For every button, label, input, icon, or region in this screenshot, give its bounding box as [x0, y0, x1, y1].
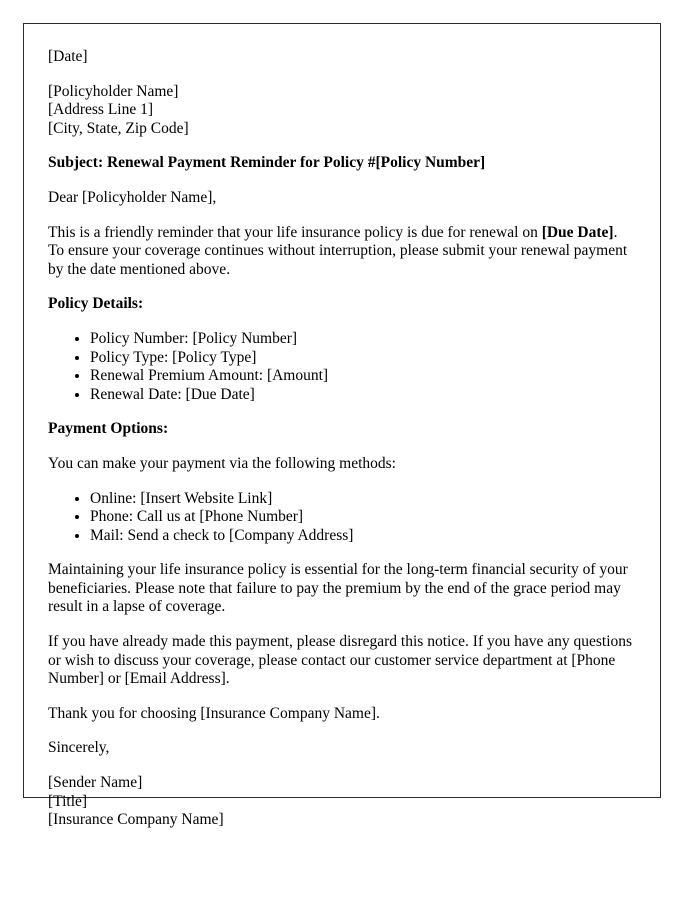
policy-details-heading: Policy Details:: [48, 295, 144, 313]
document-body: [24, 24, 660, 830]
list-item: • Online: [Insert Website Link]: [90, 490, 634, 509]
salutation: Dear [Policyholder Name],: [48, 188, 217, 206]
recipient-address-block: [48, 83, 634, 139]
disregard-paragraph: If you have already made this payment, please disregard this notice. If you have any questions or wish to discuss your coverage, please contact our customer service department at [Phone Number] or [Email Address].: [48, 633, 633, 688]
recipient-line-1: [Policyholder Name]: [48, 82, 179, 100]
policy-details-list: [48, 330, 634, 404]
intro-paragraph-due-date: [Due Date]: [541, 223, 614, 241]
signature-sender-name: [Sender Name]: [48, 774, 143, 792]
intro-paragraph-part2: . To ensure your coverage continues without interruption, please submit your renewal payment by the date mentioned above.: [48, 223, 628, 278]
thank-you-line: Thank you for choosing [Insurance Company Name].: [48, 704, 380, 722]
list-item: • Mail: Send a check to [Company Address]: [90, 527, 634, 546]
list-item: • Policy Type: [Policy Type]: [90, 349, 634, 368]
recipient-line-3: [City, State, Zip Code]: [48, 119, 189, 137]
payment-options-list: [48, 490, 634, 546]
payment-options-heading: Payment Options:: [48, 420, 169, 438]
signature-block: [48, 774, 634, 830]
list-item: • Renewal Date: [Due Date]: [90, 386, 634, 405]
intro-paragraph: [48, 224, 634, 280]
recipient-line-2: [Address Line 1]: [48, 101, 154, 119]
payment-options-intro: You can make your payment via the following methods:: [48, 454, 396, 472]
closing-line: Sincerely,: [48, 739, 110, 757]
document-page: [23, 23, 661, 829]
subject-line: Subject: Renewal Payment Reminder for Policy #[Policy Number]: [48, 154, 486, 172]
date-line: [Date]: [48, 48, 88, 65]
list-item: • Renewal Premium Amount: [Amount]: [90, 367, 634, 386]
signature-title: [Title]: [48, 792, 88, 810]
signature-company-name: [Insurance Company Name]: [48, 811, 224, 829]
list-item: • Phone: Call us at [Phone Number]: [90, 508, 634, 527]
intro-paragraph-part1: This is a friendly reminder that your life insurance policy is due for renewal on: [48, 223, 542, 241]
maintaining-paragraph: Maintaining your life insurance policy is essential for the long-term financial security of your beneficiaries. Please note that failure to pay the premium by the end of the grace period may result in a lapse of coverage.: [48, 561, 628, 616]
list-item: • Policy Number: [Policy Number]: [90, 330, 634, 349]
